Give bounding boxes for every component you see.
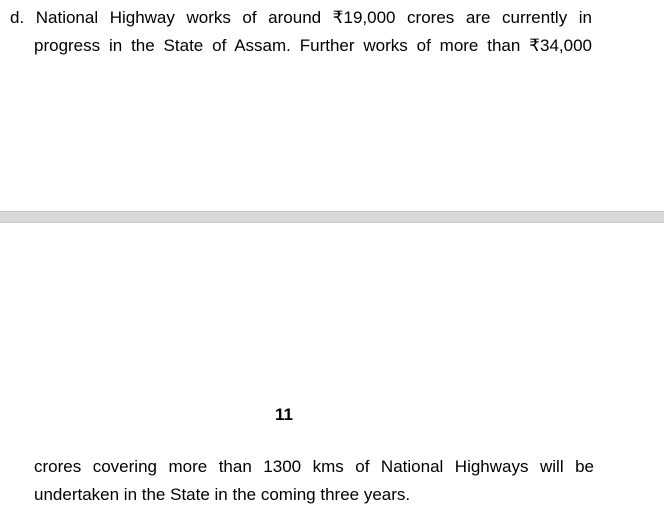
- page-number: 11: [275, 405, 293, 424]
- paragraph-d: [10, 4, 592, 60]
- paragraph-continuation: [34, 453, 594, 509]
- paragraph-line: d. National Highway works of around ₹19,000 crores are currently in: [10, 8, 592, 27]
- document-page-bottom: [0, 223, 664, 512]
- document-page-top: [0, 0, 664, 211]
- paragraph-line: progress in the State of Assam. Further works of more than ₹34,000: [34, 36, 592, 55]
- page-break-separator: [0, 211, 664, 223]
- paragraph-line: undertaken in the State in the coming three years.: [34, 485, 411, 504]
- paragraph-line: crores covering more than 1300 kms of National Highways will be: [34, 457, 594, 476]
